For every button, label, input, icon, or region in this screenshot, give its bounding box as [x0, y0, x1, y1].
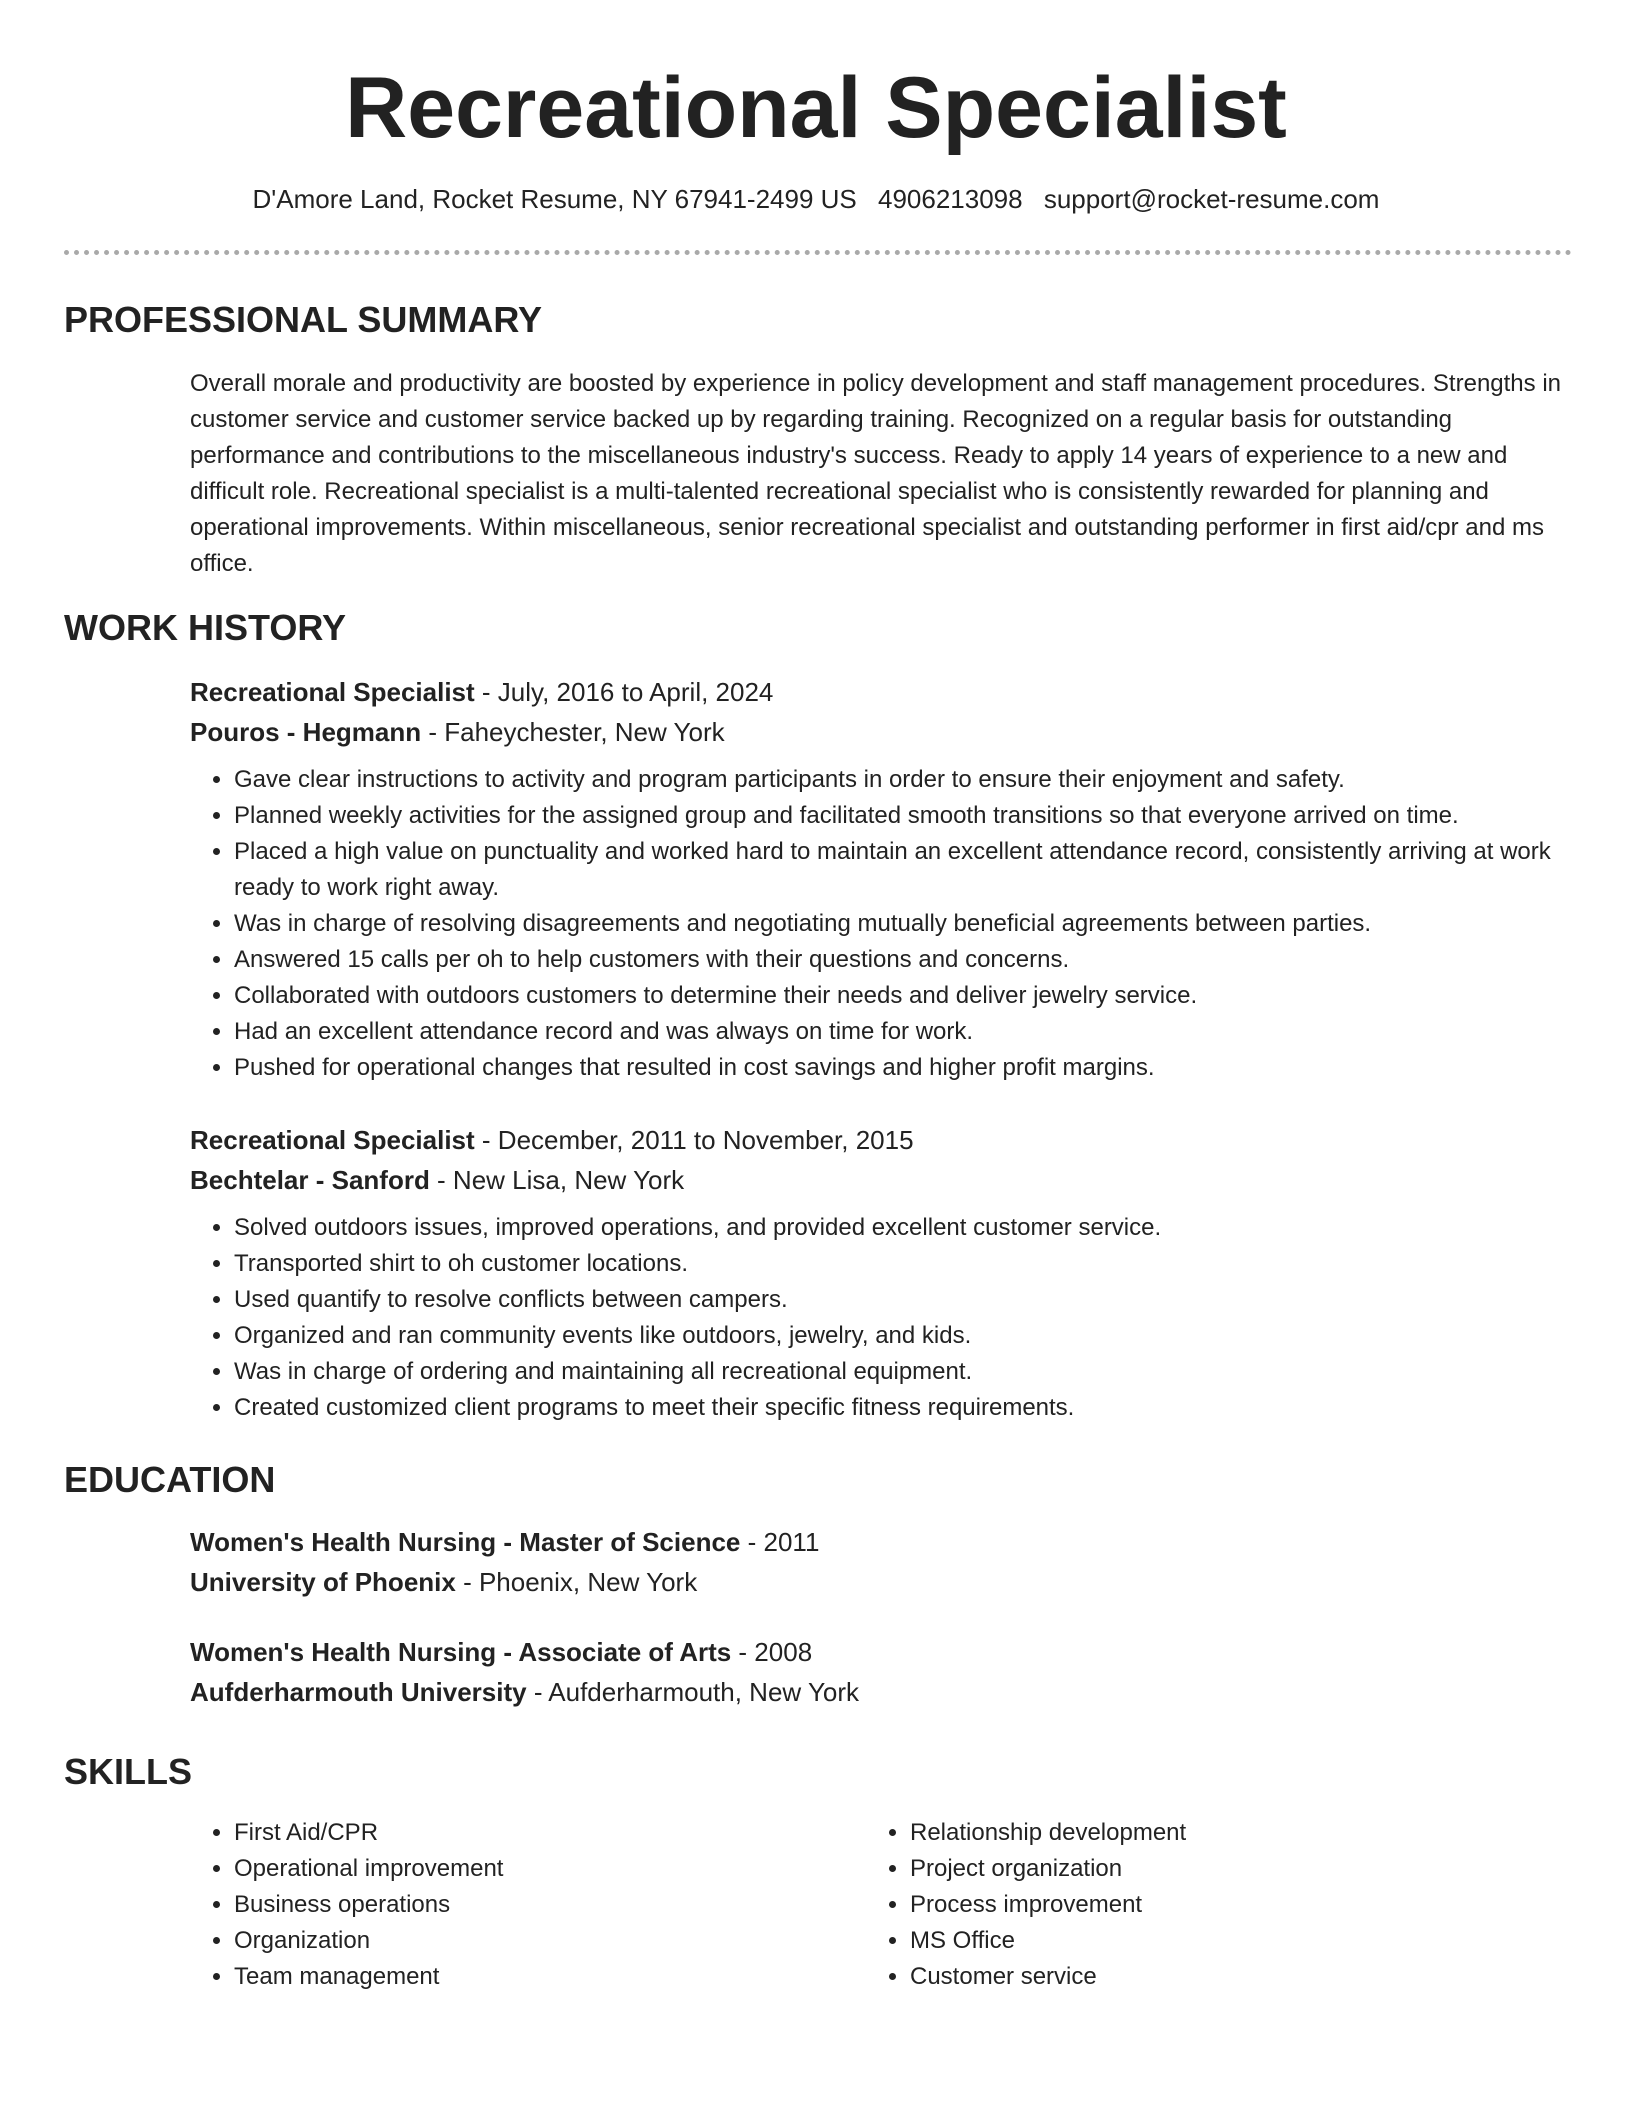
skills-list [866, 1815, 1486, 1995]
school-line [190, 1562, 1570, 1602]
section-title-skills: SKILLS [64, 1751, 193, 1792]
school-line [190, 1672, 1570, 1712]
skills-column-left [190, 1815, 810, 1995]
job-duties-list [190, 762, 1570, 1086]
list-item: • Answered 15 calls per oh to help customers with their questions and concerns. [234, 942, 1570, 978]
skill-item: • Customer service [910, 1959, 1486, 1995]
job-dates: - July, 2016 to April, 2024 [474, 677, 774, 707]
contact-line [0, 182, 1632, 216]
skill-item: • Organization [234, 1923, 810, 1959]
degree-year: - 2008 [731, 1637, 813, 1667]
list-item: • Planned weekly activities for the assigned group and facilitated smooth transitions so that everyone arrived on time. [234, 798, 1570, 834]
list-item: • Had an excellent attendance record and was always on time for work. [234, 1014, 1570, 1050]
school-location: - Aufderharmouth, New York [526, 1677, 860, 1707]
degree-line [190, 1522, 1570, 1562]
skills-column-right [866, 1815, 1486, 1995]
job-entry [190, 672, 1570, 1086]
job-title: Recreational Specialist [190, 1125, 475, 1155]
list-item: • Transported shirt to oh customer locations. [234, 1246, 1570, 1282]
header-divider [64, 250, 1572, 255]
degree-name: Women's Health Nursing - Associate of Arts [190, 1637, 732, 1667]
job-title: Recreational Specialist [190, 677, 475, 707]
list-item: • Was in charge of ordering and maintaining all recreational equipment. [234, 1354, 1570, 1390]
list-item: • Created customized client programs to meet their specific fitness requirements. [234, 1390, 1570, 1426]
summary-text: Overall morale and productivity are boosted by experience in policy development and staff management procedures. Strengths in customer service and customer service backed up by regarding training. Recognized on a regular basis for outstanding performance and contributions to the miscellaneous industry's success. Ready to apply 14 years of experience to a new and difficult role. Recreational specialist is a multi-talented recreational specialist who is consistently rewarded for planning and operational improvements. Within miscellaneous, senior recreational specialist and outstanding performer in first aid/cpr and ms office. [190, 370, 1561, 577]
skill-item: • Team management [234, 1959, 810, 1995]
skill-item: • Process improvement [910, 1887, 1486, 1923]
list-item: • Placed a high value on punctuality and worked hard to maintain an excellent attendance record, consistently arriving at work ready to work right away. [234, 834, 1570, 906]
degree-year: - 2011 [740, 1527, 820, 1557]
list-item: • Was in charge of resolving disagreements and negotiating mutually beneficial agreements between parties. [234, 906, 1570, 942]
list-item: • Used quantify to resolve conflicts between campers. [234, 1282, 1570, 1318]
skill-item: • Relationship development [910, 1815, 1486, 1851]
skill-item: • Project organization [910, 1851, 1486, 1887]
skill-item: • Business operations [234, 1887, 810, 1923]
list-item: • Pushed for operational changes that resulted in cost savings and higher profit margins. [234, 1050, 1570, 1086]
resume-title: Recreational Specialist [345, 60, 1287, 156]
list-item: • Gave clear instructions to activity and program participants in order to ensure their enjoyment and safety. [234, 762, 1570, 798]
school-name: Aufderharmouth University [190, 1677, 527, 1707]
skill-item: • MS Office [910, 1923, 1486, 1959]
skill-item: • First Aid/CPR [234, 1815, 810, 1851]
skill-item: • Operational improvement [234, 1851, 810, 1887]
contact-phone: 4906213098 [878, 184, 1023, 214]
job-dates: - December, 2011 to November, 2015 [474, 1125, 914, 1155]
job-company-line [190, 712, 1570, 752]
contact-email: support@rocket-resume.com [1043, 184, 1380, 214]
education-entry [190, 1522, 1570, 1602]
job-company-line [190, 1160, 1570, 1200]
contact-address: D'Amore Land, Rocket Resume, NY 67941-2499 US [252, 184, 857, 214]
section-title-work-history: WORK HISTORY [64, 607, 347, 648]
section-title-education: EDUCATION [64, 1459, 276, 1500]
degree-name: Women's Health Nursing - Master of Science [190, 1527, 741, 1557]
job-location: - New Lisa, New York [429, 1165, 685, 1195]
school-location: - Phoenix, New York [455, 1567, 698, 1597]
education-entry [190, 1632, 1570, 1712]
job-duties-list [190, 1210, 1570, 1426]
degree-line [190, 1632, 1570, 1672]
job-title-line [190, 672, 1570, 712]
section-title-summary: PROFESSIONAL SUMMARY [64, 299, 543, 340]
job-entry [190, 1120, 1570, 1426]
skills-list [190, 1815, 810, 1995]
job-title-line [190, 1120, 1570, 1160]
list-item: • Solved outdoors issues, improved operations, and provided excellent customer service. [234, 1210, 1570, 1246]
job-company: Bechtelar - Sanford [190, 1165, 430, 1195]
list-item: • Organized and ran community events like outdoors, jewelry, and kids. [234, 1318, 1570, 1354]
job-location: - Faheychester, New York [421, 717, 725, 747]
school-name: University of Phoenix [190, 1567, 456, 1597]
list-item: • Collaborated with outdoors customers to determine their needs and deliver jewelry service. [234, 978, 1570, 1014]
job-company: Pouros - Hegmann [190, 717, 422, 747]
